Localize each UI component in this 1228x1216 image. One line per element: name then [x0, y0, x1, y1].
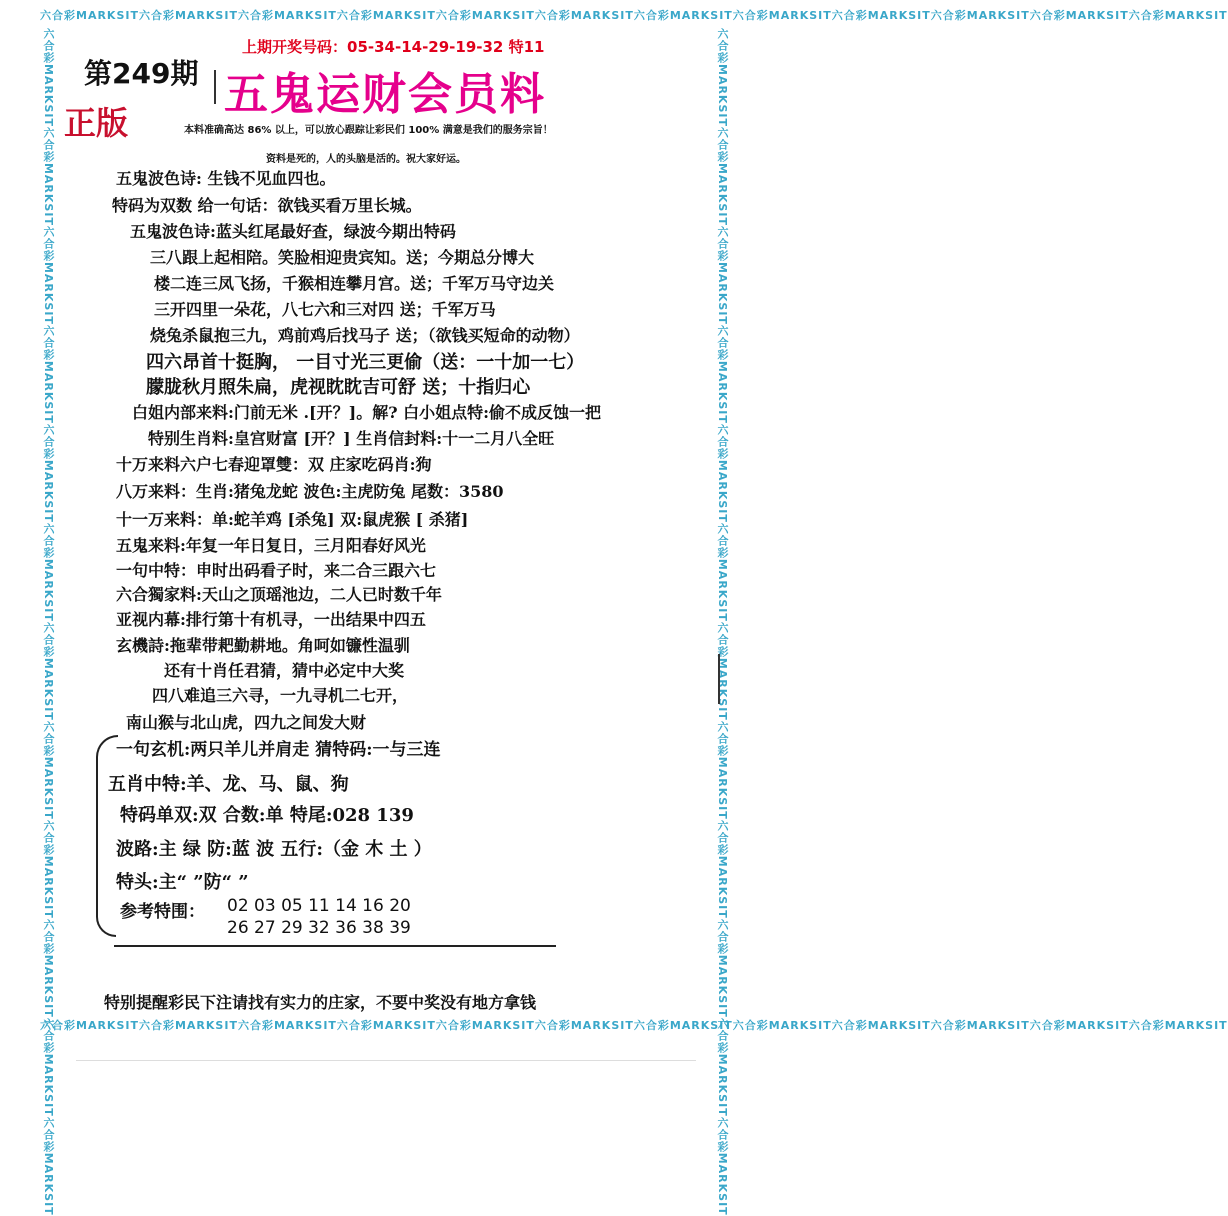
head-line: 特头:主“ ”防“ ” [116, 872, 249, 893]
wave-line: 波路:主 绿 防:蓝 波 五行:（金 木 土 ） [116, 839, 432, 860]
text-line: 三开四里一朵花，八七六和三对四 送；千军万马 [154, 300, 496, 319]
text-line: 特码为双数 给一句话：欲钱买看万里长城。 [112, 196, 422, 215]
page-title: 五鬼运财会员料 [224, 69, 546, 120]
border-bottom: 六合彩MARKSIT六合彩MARKSIT六合彩MARKSIT六合彩MARKSIT六合彩MARKSIT六合彩MARKSIT六合彩MARKSIT六合彩MARKSIT六合彩MARKSIT六合彩MARKSIT六合彩MARKSIT六合彩MARKSIT [40, 1019, 1228, 1032]
text-line: 还有十肖任君猜，猜中必定中大奖 [164, 661, 405, 680]
text-line: 楼二连三凤飞扬，千猴相连攀月宫。送；千军万马守边关 [154, 274, 555, 293]
text-line: 五鬼来料:年复一年日复日，三月阳春好风光 [116, 536, 426, 555]
border-left: 六合彩MARKSIT六合彩MARKSIT六合彩MARKSIT六合彩MARKSIT六合彩MARKSIT六合彩MARKSIT六合彩MARKSIT六合彩MARKSIT六合彩MARKSIT六合彩MARKSIT六合彩MARKSIT六合彩MARKSIT [42, 28, 55, 1216]
text-line: 特别生肖料:皇宫财富 [开？] 生肖信封料:十一二月八全旺 [148, 429, 555, 448]
title-divider [214, 70, 216, 104]
last-draw-numbers: 上期开奖号码：05-34-14-29-19-32 特11 [242, 38, 545, 56]
border-right: 六合彩MARKSIT六合彩MARKSIT六合彩MARKSIT六合彩MARKSIT六合彩MARKSIT六合彩MARKSIT六合彩MARKSIT六合彩MARKSIT六合彩MARKSIT六合彩MARKSIT六合彩MARKSIT六合彩MARKSIT [716, 28, 729, 1216]
text-line: 五鬼波色诗:蓝头红尾最好查，绿波今期出特码 [130, 222, 456, 241]
box-border-left [96, 735, 118, 877]
footer-rule [76, 1060, 696, 1061]
reference-numbers-row-2: 26 27 29 32 36 38 39 [227, 918, 411, 938]
text-line: 烧兔杀鼠抱三九，鸡前鸡后找马子 送；（欲钱买短命的动物） [150, 326, 580, 345]
five-zodiac-line: 五肖中特:羊、龙、马、鼠、狗 [108, 774, 349, 795]
text-line: 五鬼波色诗: 生钱不见血四也。 [116, 169, 336, 188]
text-line: 四八难追三六寻，一九寻机二七开， [152, 686, 409, 705]
box-border-left-lower [96, 875, 116, 937]
issue-number: 第249期 [84, 57, 199, 90]
riddle-line: 一句玄机:两只羊儿并肩走 猜特码:一与三连 [116, 740, 441, 760]
text-line: 玄機詩:拖辈带耙勤耕地。角呵如镰性温驯 [116, 636, 410, 655]
text-line: 三八跟上起相陪。笑脸相迎贵宾知。送；今期总分博大 [150, 248, 535, 267]
text-line: 六合獨家料:天山之顶瑶池边，二人已时数千年 [116, 585, 442, 604]
text-line: 白姐内部来料:门前无米 .[开？]。解? 白小姐点特:偷不成反蚀一把 [132, 403, 602, 422]
text-line: 亚视内幕:排行第十有机寻，一出结果中四五 [116, 610, 426, 629]
text-line: 一句中特：申时出码看子时，来二合三跟六七 [116, 561, 437, 580]
reference-numbers-row-1: 02 03 05 11 14 16 20 [227, 896, 411, 916]
box-border-bottom [114, 945, 556, 947]
text-line: 南山猴与北山虎，四九之间发大财 [126, 713, 367, 732]
slogan-line-2: 资料是死的，人的头脑是活的。祝大家好运。 [266, 154, 466, 165]
footer-reminder: 特别提醒彩民下注请找有实力的庄家，不要中奖没有地方拿钱 [104, 993, 537, 1012]
text-line: 八万来料：生肖:猪兔龙蛇 波色:主虎防兔 尾数：3580 [116, 482, 504, 501]
text-line: 朦胧秋月照朱扁，虎视眈眈吉可舒 送；十指归心 [146, 377, 531, 398]
odd-even-line: 特码单双:双 合数:单 特尾:028 139 [120, 805, 414, 826]
genuine-label: 正版 [64, 104, 129, 142]
reference-label: 参考特围： [120, 902, 205, 922]
text-line: 十万来料六户七春迎罩雙：双 庄家吃码肖:狗 [116, 455, 432, 474]
text-line: 十一万来料：单:蛇羊鸡 [杀兔] 双:鼠虎猴 [ 杀猪] [116, 510, 469, 529]
text-line: 四六昂首十挺胸， 一目寸光三更偷（送：一十加一七） [146, 352, 585, 373]
border-top: 六合彩MARKSIT六合彩MARKSIT六合彩MARKSIT六合彩MARKSIT六合彩MARKSIT六合彩MARKSIT六合彩MARKSIT六合彩MARKSIT六合彩MARKSIT六合彩MARKSIT六合彩MARKSIT六合彩MARKSIT [40, 9, 1228, 22]
edge-mark [718, 654, 734, 704]
slogan-line-1: 本料准确高达 86% 以上，可以放心跟踪让彩民们 100% 满意是我们的服务宗旨！ [184, 125, 553, 136]
